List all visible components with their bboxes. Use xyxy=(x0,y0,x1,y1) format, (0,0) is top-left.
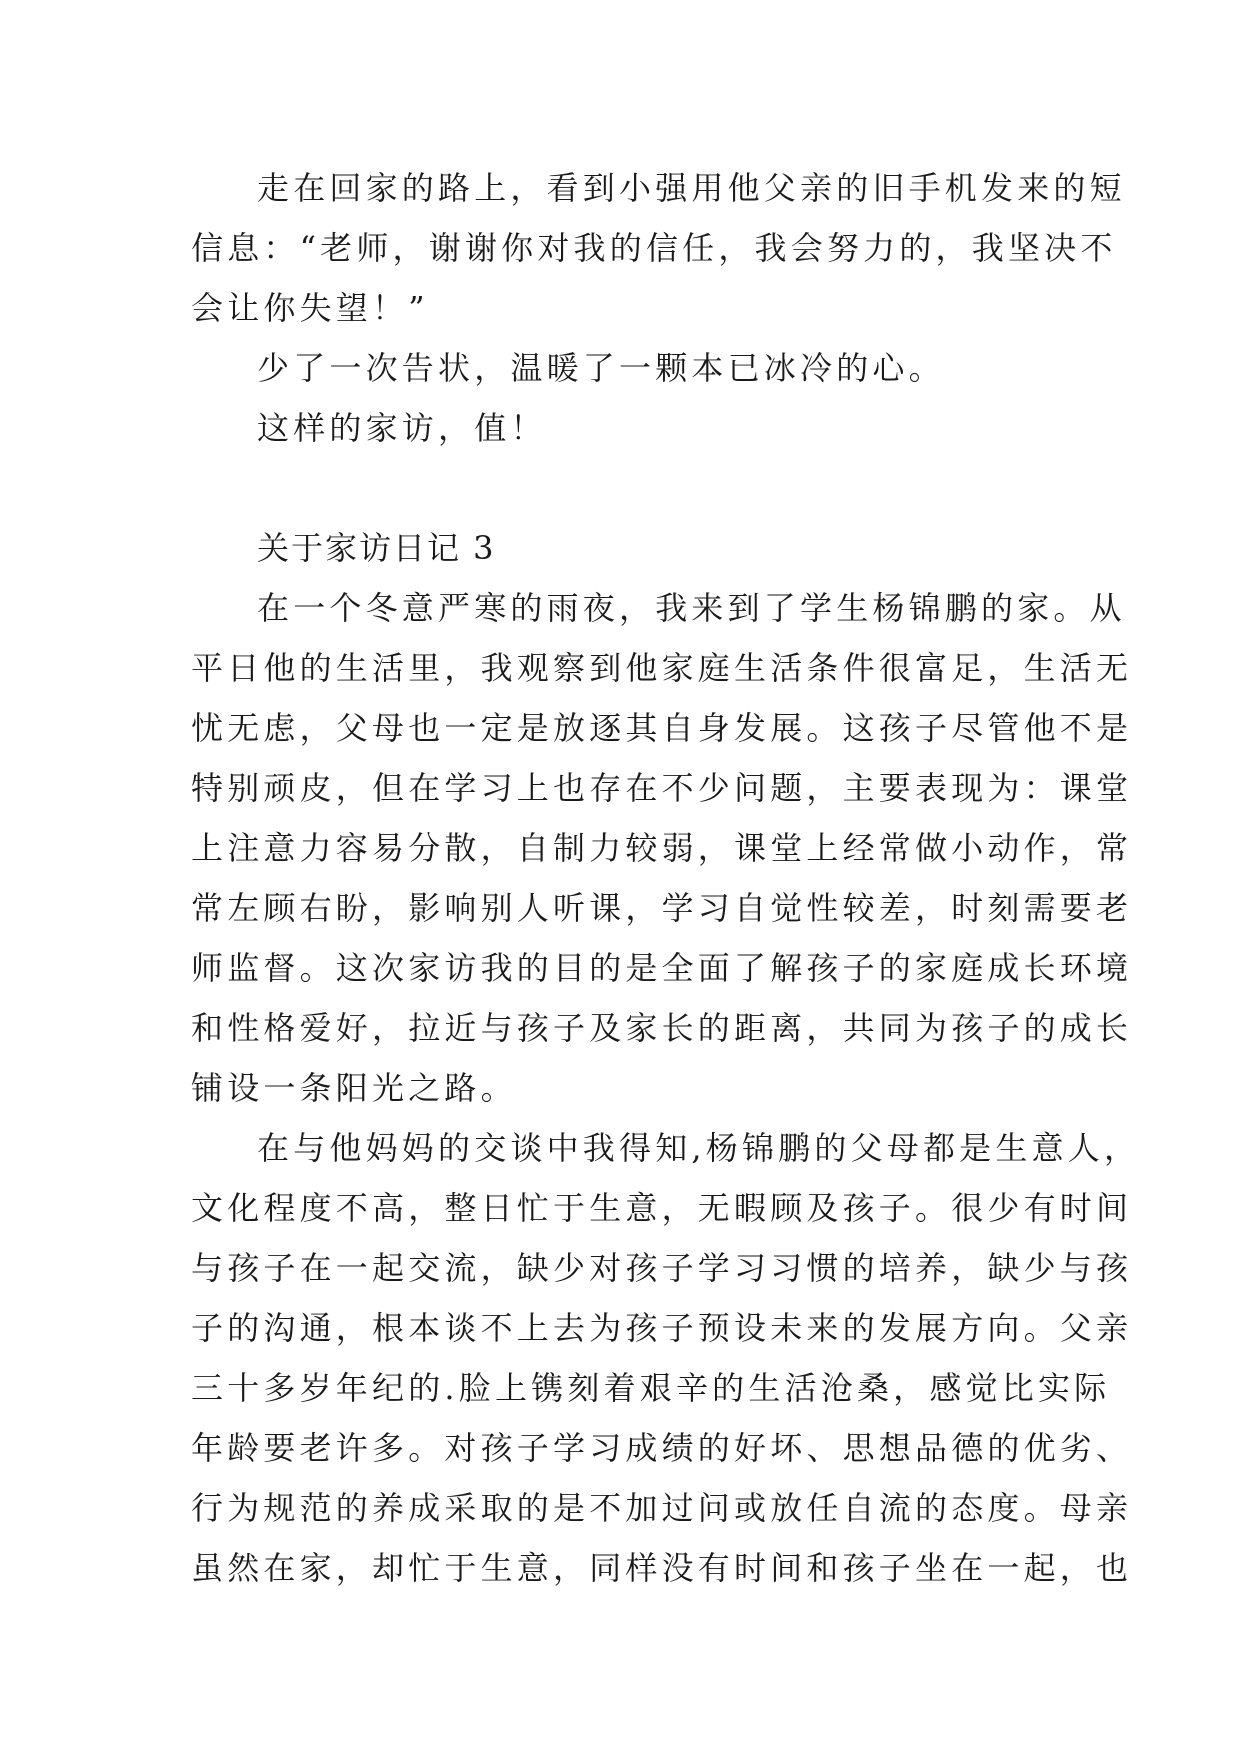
text-line: 虽然在家，却忙于生意，同样没有时间和孩子坐在一起，也 xyxy=(191,1549,1133,1587)
text-line: 忧无虑，父母也一定是放逐其自身发展。这孩子尽管他不是 xyxy=(191,709,1133,747)
text-line: 子的沟通，根本谈不上去为孩子预设未来的发展方向。父亲 xyxy=(191,1309,1133,1347)
text-line: 年龄要老许多。对孩子学习成绩的好坏、思想品德的优劣、 xyxy=(191,1429,1133,1467)
paragraph-sms xyxy=(191,158,1126,338)
text-line: 特别顽皮，但在学习上也存在不少问题，主要表现为：课堂 xyxy=(191,769,1133,807)
text-line: 铺设一条阳光之路。 xyxy=(191,1069,517,1107)
document-page xyxy=(191,158,1141,1598)
text-line: 常左顾右盼，影响别人听课，学习自觉性较差，时刻需要老 xyxy=(191,889,1133,927)
heading-text: 关于家访日记 3 xyxy=(257,529,496,567)
text-line: 和性格爱好，拉近与孩子及家长的距离，共同为孩子的成长 xyxy=(191,1009,1133,1047)
text-line: 少了一次告状，温暖了一颗本已冰冷的心。 xyxy=(257,349,945,387)
text-line: 信息：“老师，谢谢你对我的信任，我会努力的，我坚决不 xyxy=(191,229,1117,267)
text-line: 师监督。这次家访我的目的是全面了解孩子的家庭成长环境 xyxy=(191,949,1133,987)
paragraph-warmth xyxy=(191,338,1051,398)
text-line: 在一个冬意严寒的雨夜，我来到了学生杨锦鹏的家。从 xyxy=(257,589,1126,627)
text-line: 与孩子在一起交流，缺少对孩子学习习惯的培养，缺少与孩 xyxy=(191,1249,1133,1287)
paragraph-rainy-night-visit xyxy=(191,578,1133,1118)
text-line: 会让你失望！” xyxy=(191,289,429,327)
text-line: 走在回家的路上，看到小强用他父亲的旧手机发来的短 xyxy=(257,169,1126,207)
text-line: 上注意力容易分散，自制力较弱，课堂上经常做小动作，常 xyxy=(191,829,1133,867)
text-line: 行为规范的养成采取的是不加过问或放任自流的态度。母亲 xyxy=(191,1489,1133,1527)
text-line: 这样的家访，值！ xyxy=(257,409,547,447)
section-heading xyxy=(191,518,1051,578)
paragraph-worth-it xyxy=(191,398,1051,458)
paragraph-mother-conversation xyxy=(191,1118,1141,1598)
text-line: 在与他妈妈的交谈中我得知,杨锦鹏的父母都是生意人， xyxy=(257,1129,1141,1167)
text-line: 文化程度不高，整日忙于生意，无暇顾及孩子。很少有时间 xyxy=(191,1189,1133,1227)
text-line: 平日他的生活里，我观察到他家庭生活条件很富足，生活无 xyxy=(191,649,1133,687)
text-line: 三十多岁年纪的.脸上镌刻着艰辛的生活沧桑，感觉比实际 xyxy=(191,1369,1111,1407)
